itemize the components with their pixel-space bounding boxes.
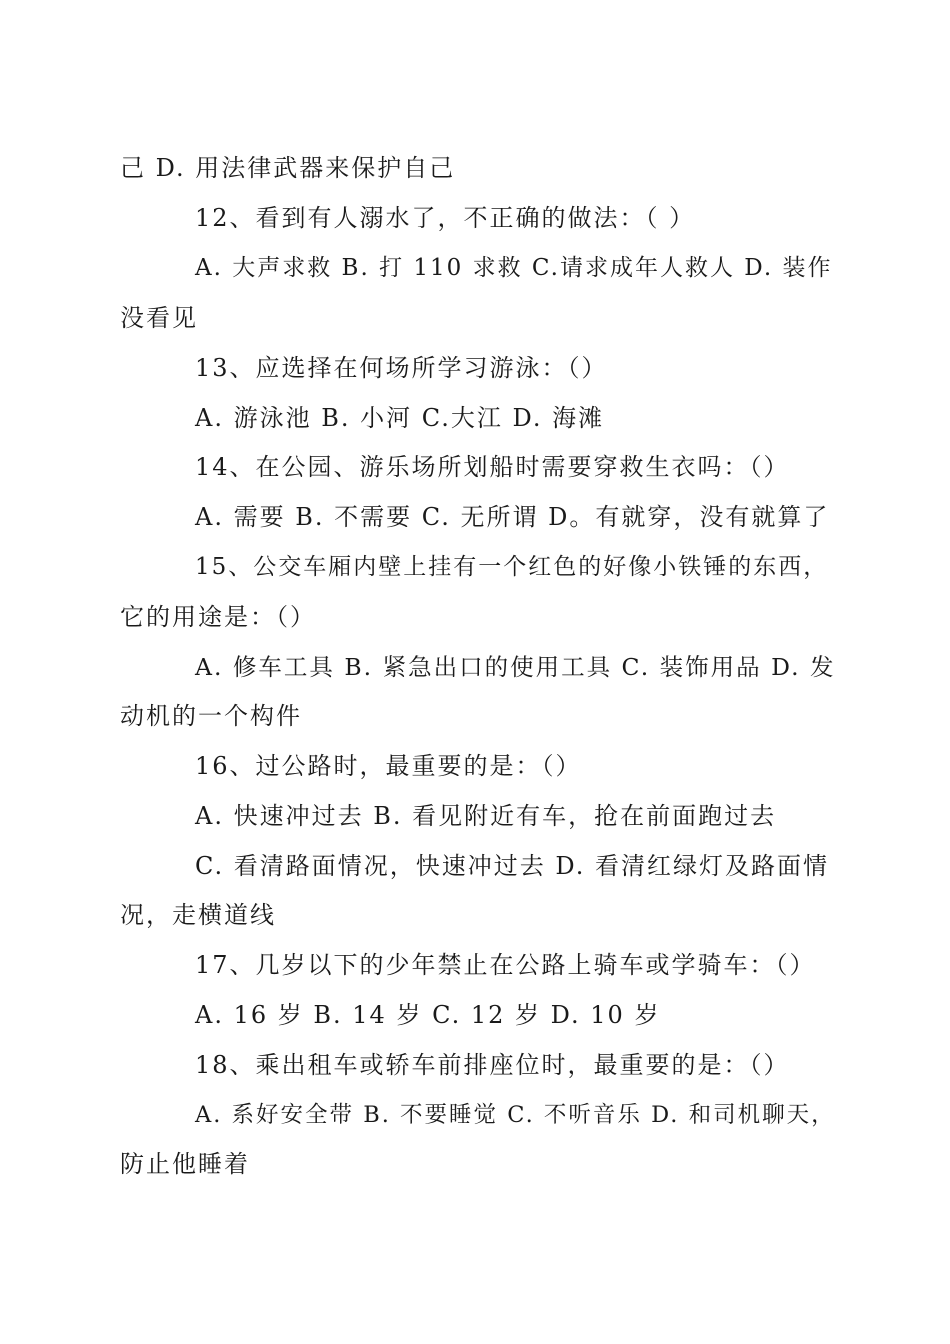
question-16: 16、过公路时，最重要的是：（） (195, 752, 582, 780)
question-12: 12、看到有人溺水了，不正确的做法：（ ） (195, 204, 696, 232)
options-16-a-b: A. 快速冲过去 B. 看见附近有车，抢在前面跑过去 (195, 802, 777, 830)
question-13: 13、应选择在何场所学习游泳：（） (195, 354, 608, 382)
options-13: A. 游泳池 B. 小河 C.大江 D. 海滩 (195, 404, 605, 432)
question-14: 14、在公园、游乐场所划船时需要穿救生衣吗：（） (195, 453, 790, 481)
options-12: A. 大声求救 B. 打 110 求救 C.请求成年人救人 D. 装作 (195, 255, 833, 281)
options-17: A. 16 岁 B. 14 岁 C. 12 岁 D. 10 岁 (195, 1001, 661, 1029)
options-12-continued: 没看见 (120, 304, 198, 332)
options-15: A. 修车工具 B. 紧急出口的使用工具 C. 装饰用品 D. 发 (195, 653, 836, 681)
options-15-continued: 动机的一个构件 (120, 702, 302, 730)
question-15: 15、公交车厢内壁上挂有一个红色的好像小铁锤的东西， (195, 554, 829, 580)
question-17: 17、几岁以下的少年禁止在公路上骑车或学骑车：（） (195, 951, 816, 979)
options-18-continued: 防止他睡着 (120, 1150, 250, 1178)
options-18: A. 系好安全带 B. 不要睡觉 C. 不听音乐 D. 和司机聊天， (195, 1102, 836, 1128)
question-18: 18、乘出租车或轿车前排座位时，最重要的是：（） (195, 1051, 790, 1079)
question-15-continued: 它的用途是：（） (120, 603, 316, 631)
options-16-c-d: C. 看清路面情况，快速冲过去 D. 看清红绿灯及路面情 (195, 852, 830, 880)
text-line-continuation-11: 己 D. 用法律武器来保护自己 (120, 154, 456, 182)
options-14: A. 需要 B. 不需要 C. 无所谓 D。有就穿，没有就算了 (195, 503, 830, 531)
options-16-continued: 况，走横道线 (120, 901, 276, 929)
